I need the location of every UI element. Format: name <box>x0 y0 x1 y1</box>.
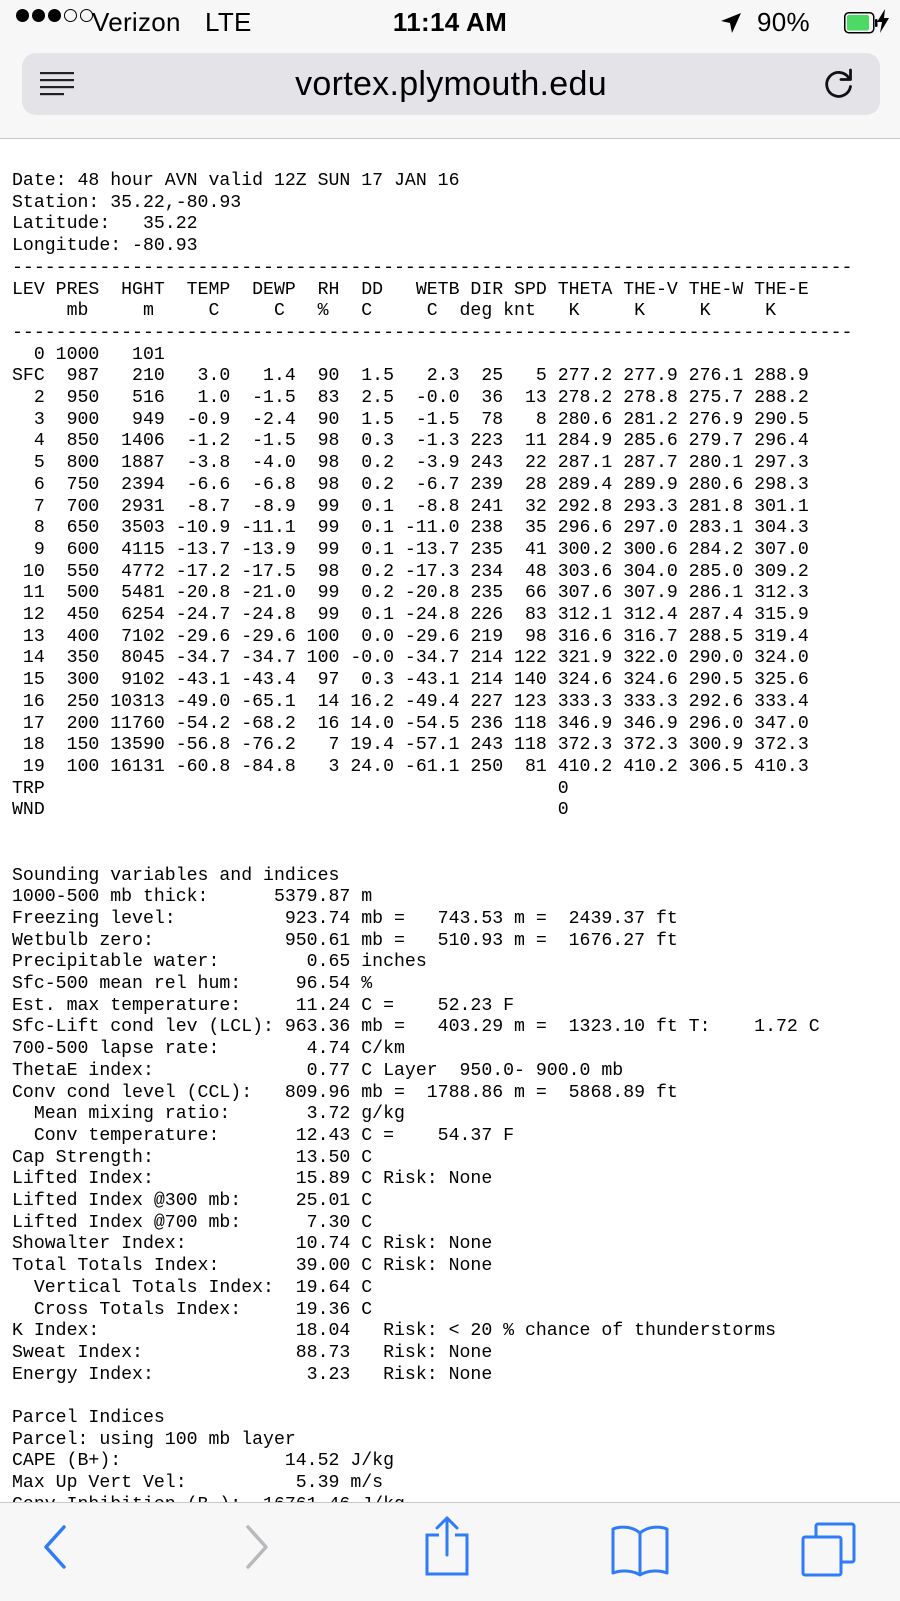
table-row: 9 600 4115 -13.7 -13.9 99 0.1 -13.7 235 41 300.2 300.6 284.2 307.0 <box>12 539 809 560</box>
table-row: 6 750 2394 -6.6 -6.8 98 0.2 -6.7 239 28 289.4 289.9 280.6 298.3 <box>12 474 809 495</box>
browser-toolbar <box>0 1502 900 1601</box>
table-row: 13 400 7102 -29.6 -29.6 100 0.0 -29.6 219 98 316.6 316.7 288.5 319.4 <box>12 626 809 647</box>
index-line: Freezing level: 923.74 mb = 743.53 m = 2439.37 ft <box>12 908 678 929</box>
header-line-station: Station: 35.22,-80.93 <box>12 192 242 213</box>
forward-button[interactable] <box>238 1521 272 1578</box>
index-line: Mean mixing ratio: 3.72 g/kg <box>12 1104 405 1125</box>
table-rule: ----------------------------------------------------------------------------- <box>12 257 853 278</box>
parcel-line: Max Up Vert Vel: 5.39 m/s <box>12 1473 384 1494</box>
chevron-right-icon <box>238 1521 272 1573</box>
tabs-button[interactable] <box>800 1521 858 1584</box>
battery-icon <box>844 10 878 41</box>
table-row: 15 300 9102 -43.1 -43.4 97 0.3 -43.1 214 140 324.6 324.6 290.5 325.6 <box>12 670 809 691</box>
table-column-names: LEV PRES HGHT TEMP DEWP RH DD WETB DIR SPD THETA THE-V THE-W THE-E <box>12 279 809 300</box>
index-line: Conv temperature: 12.43 C = 54.37 F <box>12 1125 515 1146</box>
index-line: Wetbulb zero: 950.61 mb = 510.93 m = 1676.27 ft <box>12 930 678 951</box>
table-row: 12 450 6254 -24.7 -24.8 99 0.1 -24.8 226 83 312.1 312.4 287.4 315.9 <box>12 605 809 626</box>
index-line: Sfc-500 mean rel hum: 96.54 % <box>12 974 373 995</box>
table-row: SFC 987 210 3.0 1.4 90 1.5 2.3 25 5 277.2 277.9 276.1 288.9 <box>12 366 809 387</box>
share-button[interactable] <box>424 1515 470 1582</box>
carrier-name: Verizon <box>92 7 181 37</box>
network-type: LTE <box>205 7 252 37</box>
charging-bolt-icon <box>876 9 890 40</box>
table-row: WND 0 <box>12 800 569 821</box>
table-row: 14 350 8045 -34.7 -34.7 100 -0.0 -34.7 214 122 321.9 322.0 290.0 324.0 <box>12 648 809 669</box>
index-line: Conv cond level (CCL): 809.96 mb = 1788.86 m = 5868.89 ft <box>12 1082 678 1103</box>
share-icon <box>424 1515 470 1577</box>
index-line: Energy Index: 3.23 Risk: None <box>12 1364 493 1385</box>
parcel-line: CAPE (B+): 14.52 J/kg <box>12 1451 394 1472</box>
index-line: Showalter Index: 10.74 C Risk: None <box>12 1234 493 1255</box>
header-line-date: Date: 48 hour AVN valid 12Z SUN 17 JAN 16 <box>12 171 460 191</box>
parcel-title: Parcel Indices <box>12 1408 165 1429</box>
table-row: TRP 0 <box>12 778 569 799</box>
table-row: 8 650 3503 -10.9 -11.1 99 0.1 -11.0 238 35 296.6 297.0 283.1 304.3 <box>12 518 809 539</box>
address-bar[interactable] <box>22 53 880 115</box>
index-line: Precipitable water: 0.65 inches <box>12 952 427 973</box>
index-line: Total Totals Index: 39.00 C Risk: None <box>12 1256 493 1277</box>
table-row: 11 500 5481 -20.8 -21.0 99 0.2 -20.8 235 66 307.6 307.9 286.1 312.3 <box>12 583 809 604</box>
status-time: 11:14 AM <box>392 7 508 37</box>
location-arrow-icon <box>720 10 742 41</box>
sounding-report <box>12 171 900 1538</box>
parcel-line: Parcel: using 100 mb layer <box>12 1429 296 1450</box>
reload-icon[interactable] <box>822 67 856 106</box>
table-row: 3 900 949 -0.9 -2.4 90 1.5 -1.5 78 8 280.6 281.2 276.9 290.5 <box>12 409 809 430</box>
index-line: K Index: 18.04 Risk: < 20 % chance of thunderstorms <box>12 1321 776 1342</box>
table-row: 16 250 10313 -49.0 -65.1 14 16.2 -49.4 227 123 333.3 333.3 292.6 333.4 <box>12 691 809 712</box>
url-text[interactable]: vortex.plymouth.edu <box>295 65 607 103</box>
index-line: Cross Totals Index: 19.36 C <box>12 1299 373 1320</box>
table-row: 2 950 516 1.0 -1.5 83 2.5 -0.0 36 13 278.2 278.8 275.7 288.2 <box>12 388 809 409</box>
index-line: Vertical Totals Index: 19.64 C <box>12 1277 373 1298</box>
tabs-icon <box>800 1521 858 1579</box>
index-line: 700-500 lapse rate: 4.74 C/km <box>12 1039 405 1060</box>
browser-header <box>0 46 900 139</box>
status-bar <box>0 0 900 46</box>
index-line: Lifted Index @300 mb: 25.01 C <box>12 1191 373 1212</box>
index-line: Sfc-Lift cond lev (LCL): 963.36 mb = 403.29 m = 1323.10 ft T: 1.72 C <box>12 1017 820 1038</box>
table-row: 7 700 2931 -8.7 -8.9 99 0.1 -8.8 241 32 292.8 293.3 281.8 301.1 <box>12 496 809 517</box>
index-line: Sweat Index: 88.73 Risk: None <box>12 1342 493 1363</box>
table-row: 18 150 13590 -56.8 -76.2 7 19.4 -57.1 243 118 372.3 372.3 300.9 372.3 <box>12 735 809 756</box>
bookmarks-button[interactable] <box>610 1523 670 1582</box>
page-content <box>12 171 900 1501</box>
table-row: 4 850 1406 -1.2 -1.5 98 0.3 -1.3 223 11 284.9 285.6 279.7 296.4 <box>12 431 809 452</box>
index-line: ThetaE index: 0.77 C Layer 950.0- 900.0 mb <box>12 1060 624 1081</box>
table-row: 17 200 11760 -54.2 -68.2 16 14.0 -54.5 236 118 346.9 346.9 296.0 347.0 <box>12 713 809 734</box>
book-icon <box>610 1523 670 1577</box>
header-line-latitude: Latitude: 35.22 <box>12 214 198 235</box>
indices-title: Sounding variables and indices <box>12 865 340 886</box>
table-rule: ----------------------------------------------------------------------------- <box>12 322 853 343</box>
header-line-longitude: Longitude: -80.93 <box>12 236 198 257</box>
index-line: Est. max temperature: 11.24 C = 52.23 F <box>12 995 515 1016</box>
table-row: 0 1000 101 <box>12 344 165 365</box>
back-button[interactable] <box>40 1521 74 1578</box>
table-row: 19 100 16131 -60.8 -84.8 3 24.0 -61.1 250 81 410.2 410.2 306.5 410.3 <box>12 756 809 777</box>
index-line: Lifted Index: 15.89 C Risk: None <box>12 1169 493 1190</box>
table-row: 5 800 1887 -3.8 -4.0 98 0.2 -3.9 243 22 287.1 287.7 280.1 297.3 <box>12 453 809 474</box>
index-line: 1000-500 mb thick: 5379.87 m <box>12 887 373 908</box>
battery-percent: 90% <box>757 7 810 37</box>
index-line: Cap Strength: 13.50 C <box>12 1147 373 1168</box>
index-line: Lifted Index @700 mb: 7.30 C <box>12 1212 373 1233</box>
chevron-left-icon <box>40 1521 74 1573</box>
table-row: 10 550 4772 -17.2 -17.5 98 0.2 -17.3 234 48 303.6 304.0 285.0 309.2 <box>12 561 809 582</box>
table-column-units: mb m C C % C C deg knt K K K K <box>12 301 776 322</box>
